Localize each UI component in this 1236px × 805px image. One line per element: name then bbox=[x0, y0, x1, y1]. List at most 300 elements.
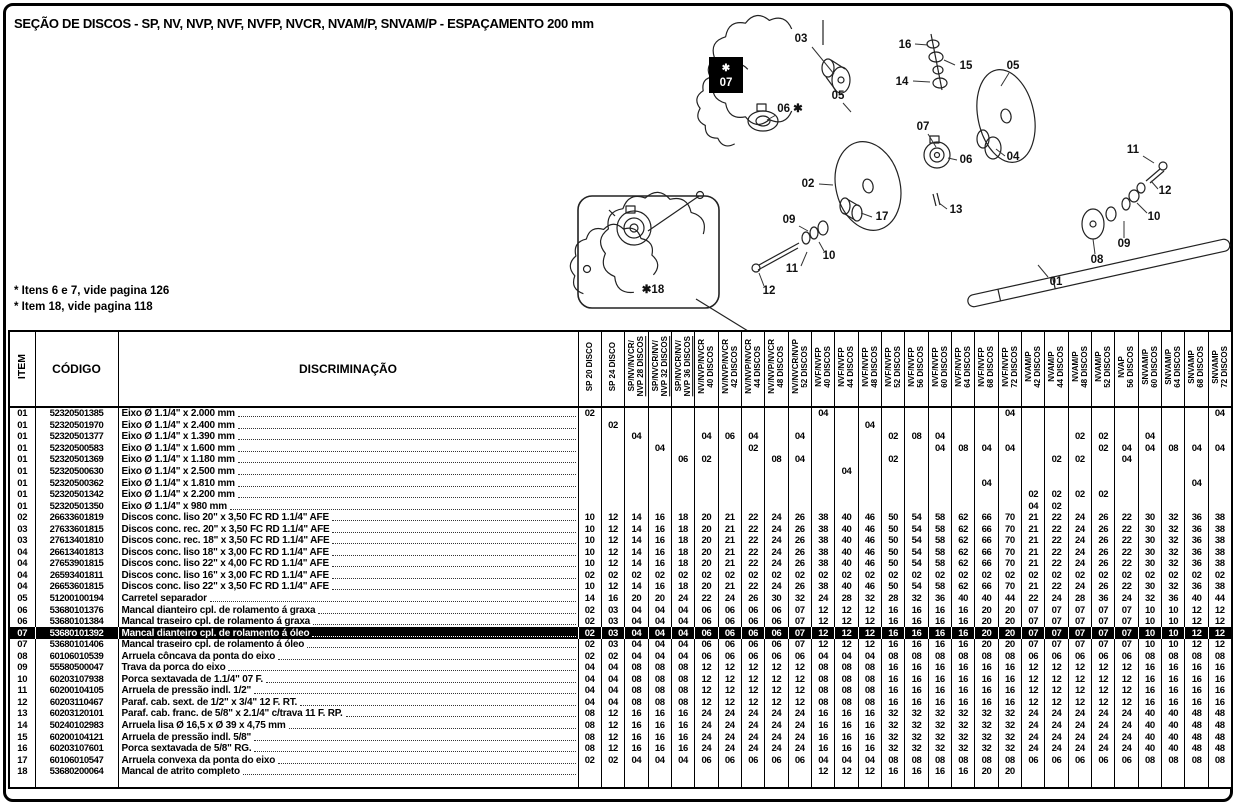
qty-cell bbox=[858, 443, 881, 455]
qty-cell: 20 bbox=[695, 535, 718, 547]
qty-cell: 16 bbox=[928, 616, 951, 628]
column-header-config-3: SP/NV/NVCR/ NVP 28 DISCOS bbox=[625, 331, 648, 407]
qty-cell: 12 bbox=[1208, 639, 1231, 651]
qty-cell bbox=[1185, 407, 1208, 420]
qty-cell: 16 bbox=[835, 731, 858, 743]
qty-cell: 32 bbox=[881, 731, 904, 743]
qty-cell: 24 bbox=[1045, 720, 1068, 732]
qty-cell: 26 bbox=[1092, 547, 1115, 559]
qty-cell: 12 bbox=[601, 558, 624, 570]
qty-cell bbox=[1162, 477, 1185, 489]
qty-cell: 24 bbox=[718, 743, 741, 755]
codigo-cell: 53680101384 bbox=[35, 616, 118, 628]
qty-cell: 06 bbox=[1045, 650, 1068, 662]
dotted-leader bbox=[238, 462, 576, 463]
qty-cell: 16 bbox=[1208, 697, 1231, 709]
qty-cell: 02 bbox=[1068, 489, 1091, 501]
qty-cell: 24 bbox=[765, 523, 788, 535]
qty-cell bbox=[952, 454, 975, 466]
qty-cell bbox=[648, 766, 671, 778]
qty-cell: 38 bbox=[811, 535, 834, 547]
qty-cell bbox=[578, 431, 601, 443]
qty-cell: 16 bbox=[881, 662, 904, 674]
qty-cell bbox=[788, 766, 811, 778]
qty-cell: 04 bbox=[928, 431, 951, 443]
qty-cell bbox=[741, 477, 764, 489]
qty-cell: 12 bbox=[741, 685, 764, 697]
qty-cell bbox=[975, 454, 998, 466]
qty-cell bbox=[1162, 489, 1185, 501]
qty-cell: 24 bbox=[741, 731, 764, 743]
qty-cell: 07 bbox=[1022, 604, 1045, 616]
qty-cell: 66 bbox=[975, 535, 998, 547]
qty-cell: 32 bbox=[881, 743, 904, 755]
qty-cell: 16 bbox=[811, 743, 834, 755]
qty-cell: 36 bbox=[1185, 512, 1208, 524]
qty-cell: 26 bbox=[788, 558, 811, 570]
qty-cell: 02 bbox=[1092, 431, 1115, 443]
item-cell: 03 bbox=[9, 535, 35, 547]
qty-cell: 40 bbox=[835, 558, 858, 570]
qty-cell: 12 bbox=[1115, 685, 1138, 697]
qty-cell: 02 bbox=[1115, 570, 1138, 582]
qty-cell bbox=[952, 477, 975, 489]
qty-cell: 66 bbox=[975, 512, 998, 524]
codigo-cell: 26653601815 bbox=[35, 581, 118, 593]
qty-cell: 04 bbox=[1138, 443, 1161, 455]
qty-cell bbox=[741, 420, 764, 432]
qty-cell: 04 bbox=[835, 754, 858, 766]
dotted-leader bbox=[254, 751, 575, 752]
qty-cell: 06 bbox=[718, 639, 741, 651]
qty-cell: 20 bbox=[998, 627, 1021, 639]
qty-cell: 02 bbox=[1092, 443, 1115, 455]
page-title: SEÇÃO DE DISCOS - SP, NV, NVP, NVF, NVFP, NVCR, NVAM/P, SNVAM/P - ESPAÇAMENTO 200 mm bbox=[14, 16, 594, 31]
item-cell: 01 bbox=[9, 466, 35, 478]
qty-cell bbox=[718, 500, 741, 512]
qty-cell bbox=[1162, 407, 1185, 420]
codigo-cell: 60203120101 bbox=[35, 708, 118, 720]
qty-cell: 38 bbox=[1208, 523, 1231, 535]
qty-cell: 02 bbox=[578, 650, 601, 662]
qty-cell: 18 bbox=[671, 581, 694, 593]
qty-cell: 06 bbox=[1068, 754, 1091, 766]
qty-cell: 50 bbox=[881, 547, 904, 559]
qty-cell bbox=[578, 477, 601, 489]
qty-cell: 16 bbox=[1162, 685, 1185, 697]
qty-cell: 24 bbox=[788, 743, 811, 755]
codigo-cell: 52320501342 bbox=[35, 489, 118, 501]
qty-cell: 32 bbox=[881, 708, 904, 720]
spacer-cell bbox=[881, 778, 904, 788]
qty-cell: 70 bbox=[998, 523, 1021, 535]
qty-cell: 24 bbox=[1045, 731, 1068, 743]
qty-cell: 02 bbox=[601, 650, 624, 662]
qty-cell: 14 bbox=[578, 593, 601, 605]
qty-cell: 08 bbox=[648, 685, 671, 697]
qty-cell: 06 bbox=[718, 604, 741, 616]
qty-cell bbox=[1208, 431, 1231, 443]
spacer-cell bbox=[998, 778, 1021, 788]
qty-cell: 04 bbox=[975, 443, 998, 455]
qty-cell: 62 bbox=[952, 558, 975, 570]
qty-cell bbox=[1092, 407, 1115, 420]
column-header-config-25: SNVAM/P 60 DISCOS bbox=[1138, 331, 1161, 407]
qty-cell: 02 bbox=[578, 627, 601, 639]
qty-cell bbox=[1185, 454, 1208, 466]
qty-cell: 03 bbox=[601, 627, 624, 639]
qty-cell: 04 bbox=[625, 616, 648, 628]
qty-cell: 16 bbox=[952, 662, 975, 674]
qty-cell: 12 bbox=[1185, 604, 1208, 616]
qty-cell bbox=[1115, 766, 1138, 778]
qty-cell: 12 bbox=[601, 708, 624, 720]
dotted-leader bbox=[307, 647, 575, 648]
qty-cell bbox=[1138, 489, 1161, 501]
qty-cell: 24 bbox=[1045, 743, 1068, 755]
qty-cell: 62 bbox=[952, 547, 975, 559]
qty-cell: 20 bbox=[695, 523, 718, 535]
qty-cell: 21 bbox=[718, 558, 741, 570]
qty-cell: 06 bbox=[695, 639, 718, 651]
qty-cell bbox=[718, 420, 741, 432]
qty-cell: 24 bbox=[765, 581, 788, 593]
disc-02 bbox=[826, 135, 910, 238]
qty-cell: 04 bbox=[578, 674, 601, 686]
qty-cell bbox=[1208, 477, 1231, 489]
qty-cell: 26 bbox=[1092, 581, 1115, 593]
qty-cell bbox=[928, 477, 951, 489]
qty-cell bbox=[695, 407, 718, 420]
qty-cell: 16 bbox=[998, 685, 1021, 697]
qty-cell: 24 bbox=[788, 731, 811, 743]
qty-cell: 12 bbox=[695, 674, 718, 686]
dotted-leader bbox=[238, 416, 576, 417]
qty-cell: 08 bbox=[835, 685, 858, 697]
column-header-config-6: NV/NVP/NVCR 40 DISCOS bbox=[695, 331, 718, 407]
qty-cell bbox=[788, 477, 811, 489]
qty-cell: 08 bbox=[998, 754, 1021, 766]
qty-cell: 02 bbox=[905, 570, 928, 582]
qty-cell: 20 bbox=[975, 627, 998, 639]
qty-cell: 16 bbox=[905, 766, 928, 778]
spacer-cell bbox=[578, 778, 601, 788]
qty-cell: 16 bbox=[811, 720, 834, 732]
qty-cell bbox=[695, 466, 718, 478]
description-cell: Discos conc. liso 16" x 3,00 FC RD 1.1/4" AFE bbox=[118, 570, 578, 582]
qty-cell bbox=[811, 489, 834, 501]
qty-cell: 08 bbox=[671, 685, 694, 697]
qty-cell bbox=[1138, 407, 1161, 420]
leader-line bbox=[861, 213, 872, 217]
qty-cell: 04 bbox=[741, 431, 764, 443]
table-row bbox=[9, 558, 1232, 570]
qty-cell bbox=[625, 766, 648, 778]
table-row bbox=[9, 720, 1232, 732]
qty-cell bbox=[952, 466, 975, 478]
qty-cell: 21 bbox=[718, 523, 741, 535]
qty-cell bbox=[601, 489, 624, 501]
qty-cell bbox=[1138, 477, 1161, 489]
qty-cell: 16 bbox=[1185, 697, 1208, 709]
qty-cell: 16 bbox=[648, 512, 671, 524]
qty-cell: 12 bbox=[601, 523, 624, 535]
qty-cell: 48 bbox=[1208, 743, 1231, 755]
table-row bbox=[9, 523, 1232, 535]
qty-cell bbox=[928, 500, 951, 512]
qty-cell: 12 bbox=[601, 743, 624, 755]
column-header-codigo: CÓDIGO bbox=[35, 331, 118, 407]
qty-cell: 08 bbox=[578, 708, 601, 720]
qty-cell: 04 bbox=[788, 454, 811, 466]
qty-cell: 08 bbox=[648, 697, 671, 709]
qty-cell: 16 bbox=[671, 708, 694, 720]
qty-cell: 24 bbox=[765, 743, 788, 755]
qty-cell: 24 bbox=[671, 593, 694, 605]
qty-cell bbox=[578, 443, 601, 455]
qty-cell: 32 bbox=[975, 708, 998, 720]
codigo-cell: 52320501385 bbox=[35, 407, 118, 420]
codigo-cell: 52320501350 bbox=[35, 500, 118, 512]
qty-cell: 12 bbox=[1068, 697, 1091, 709]
qty-cell: 12 bbox=[741, 662, 764, 674]
qty-cell: 04 bbox=[1022, 500, 1045, 512]
qty-cell: 20 bbox=[975, 604, 998, 616]
qty-cell: 38 bbox=[1208, 581, 1231, 593]
dotted-leader bbox=[238, 497, 576, 498]
qty-cell: 32 bbox=[998, 720, 1021, 732]
qty-cell: 02 bbox=[1092, 570, 1115, 582]
qty-cell: 02 bbox=[578, 754, 601, 766]
qty-cell: 24 bbox=[1068, 523, 1091, 535]
qty-cell: 07 bbox=[1115, 627, 1138, 639]
qty-cell: 24 bbox=[1068, 720, 1091, 732]
qty-cell: 24 bbox=[1115, 593, 1138, 605]
qty-cell: 12 bbox=[601, 720, 624, 732]
qty-cell: 12 bbox=[1092, 662, 1115, 674]
qty-cell: 24 bbox=[1068, 731, 1091, 743]
pin-13 bbox=[933, 193, 940, 206]
qty-cell: 32 bbox=[881, 720, 904, 732]
part-label-09: 09 bbox=[1117, 238, 1131, 250]
qty-cell: 08 bbox=[765, 454, 788, 466]
qty-cell: 08 bbox=[1208, 650, 1231, 662]
qty-cell: 02 bbox=[788, 570, 811, 582]
qty-cell: 06 bbox=[718, 754, 741, 766]
qty-cell: 12 bbox=[601, 535, 624, 547]
qty-cell: 04 bbox=[671, 639, 694, 651]
qty-cell: 12 bbox=[858, 627, 881, 639]
qty-cell: 16 bbox=[858, 708, 881, 720]
qty-cell: 46 bbox=[858, 523, 881, 535]
qty-cell: 62 bbox=[952, 512, 975, 524]
codigo-cell: 52320500362 bbox=[35, 477, 118, 489]
qty-cell bbox=[695, 443, 718, 455]
qty-cell: 16 bbox=[625, 720, 648, 732]
qty-cell: 08 bbox=[625, 685, 648, 697]
qty-cell: 06 bbox=[765, 639, 788, 651]
qty-cell: 32 bbox=[905, 743, 928, 755]
qty-cell: 24 bbox=[1068, 512, 1091, 524]
qty-cell: 24 bbox=[788, 720, 811, 732]
qty-cell bbox=[625, 489, 648, 501]
table-bottom-spacer bbox=[9, 778, 1232, 788]
codigo-cell: 27613401810 bbox=[35, 535, 118, 547]
qty-cell: 26 bbox=[1092, 523, 1115, 535]
item-cell: 01 bbox=[9, 477, 35, 489]
qty-cell bbox=[881, 477, 904, 489]
qty-cell bbox=[718, 443, 741, 455]
part-label-08: 08 bbox=[1090, 254, 1104, 266]
qty-cell: 08 bbox=[625, 662, 648, 674]
qty-cell: 12 bbox=[765, 674, 788, 686]
qty-cell bbox=[648, 477, 671, 489]
qty-cell: 03 bbox=[601, 616, 624, 628]
qty-cell: 54 bbox=[905, 512, 928, 524]
qty-cell bbox=[695, 766, 718, 778]
description-cell: Paraf. cab. sext. de 1/2" x 3/4" 12 F. RT. bbox=[118, 697, 578, 709]
qty-cell bbox=[881, 466, 904, 478]
leader-line bbox=[801, 252, 807, 266]
qty-cell: 04 bbox=[648, 604, 671, 616]
qty-cell: 24 bbox=[1022, 708, 1045, 720]
description-cell: Arruela de pressão indl. 5/8" bbox=[118, 731, 578, 743]
qty-cell bbox=[671, 500, 694, 512]
qty-cell: 02 bbox=[718, 570, 741, 582]
qty-cell: 38 bbox=[811, 558, 834, 570]
dotted-leader bbox=[238, 474, 576, 475]
qty-cell bbox=[625, 407, 648, 420]
qty-cell: 24 bbox=[765, 558, 788, 570]
qty-cell bbox=[1185, 431, 1208, 443]
qty-cell bbox=[671, 431, 694, 443]
qty-cell: 24 bbox=[765, 708, 788, 720]
table-row bbox=[9, 443, 1232, 455]
qty-cell bbox=[905, 477, 928, 489]
qty-cell: 50 bbox=[881, 535, 904, 547]
qty-cell: 02 bbox=[741, 443, 764, 455]
qty-cell bbox=[718, 489, 741, 501]
qty-cell: 07 bbox=[1092, 616, 1115, 628]
qty-cell: 40 bbox=[1138, 731, 1161, 743]
qty-cell: 04 bbox=[648, 616, 671, 628]
qty-cell: 22 bbox=[1022, 593, 1045, 605]
qty-cell: 02 bbox=[1045, 570, 1068, 582]
qty-cell bbox=[1068, 443, 1091, 455]
qty-cell: 12 bbox=[1045, 697, 1068, 709]
qty-cell bbox=[975, 489, 998, 501]
qty-cell: 16 bbox=[648, 743, 671, 755]
part-label-02: 02 bbox=[801, 178, 815, 190]
qty-cell: 24 bbox=[1022, 731, 1045, 743]
qty-cell: 16 bbox=[671, 743, 694, 755]
qty-cell bbox=[1045, 431, 1068, 443]
column-header-config-1: SP 20 DISCO bbox=[578, 331, 601, 407]
qty-cell bbox=[928, 420, 951, 432]
qty-cell bbox=[905, 420, 928, 432]
qty-cell bbox=[788, 500, 811, 512]
qty-cell: 12 bbox=[1045, 685, 1068, 697]
qty-cell bbox=[858, 407, 881, 420]
part-label-15: 15 bbox=[959, 60, 973, 72]
qty-cell: 04 bbox=[648, 650, 671, 662]
item-cell: 01 bbox=[9, 431, 35, 443]
qty-cell: 02 bbox=[671, 570, 694, 582]
qty-cell: 40 bbox=[1138, 720, 1161, 732]
column-header-config-26: SNVAM/P 64 DISCOS bbox=[1162, 331, 1185, 407]
qty-cell: 04 bbox=[811, 407, 834, 420]
qty-cell: 36 bbox=[1162, 593, 1185, 605]
qty-cell: 12 bbox=[835, 604, 858, 616]
qty-cell: 02 bbox=[1185, 570, 1208, 582]
qty-cell: 22 bbox=[741, 547, 764, 559]
leader-line bbox=[1093, 239, 1095, 254]
qty-cell: 08 bbox=[671, 697, 694, 709]
qty-cell: 16 bbox=[1138, 685, 1161, 697]
qty-cell: 58 bbox=[928, 512, 951, 524]
part-label-10: 10 bbox=[822, 250, 836, 262]
leader-line bbox=[1151, 181, 1158, 189]
qty-cell: 16 bbox=[1138, 674, 1161, 686]
qty-cell: 12 bbox=[1068, 662, 1091, 674]
qty-cell: 16 bbox=[905, 662, 928, 674]
qty-cell: 32 bbox=[928, 731, 951, 743]
qty-cell: 24 bbox=[765, 535, 788, 547]
qty-cell: 20 bbox=[695, 547, 718, 559]
column-header-config-5: SP/NVCR/NV/ NVP 36 DISCOS bbox=[671, 331, 694, 407]
qty-cell: 07 bbox=[1115, 639, 1138, 651]
codigo-cell: 52320501369 bbox=[35, 454, 118, 466]
qty-cell: 44 bbox=[998, 593, 1021, 605]
qty-cell: 26 bbox=[788, 535, 811, 547]
codigo-cell: 53680101392 bbox=[35, 627, 118, 639]
qty-cell: 32 bbox=[905, 731, 928, 743]
qty-cell bbox=[1115, 466, 1138, 478]
codigo-cell: 26633601819 bbox=[35, 512, 118, 524]
qty-cell: 04 bbox=[1115, 454, 1138, 466]
qty-cell: 24 bbox=[1022, 720, 1045, 732]
qty-cell: 66 bbox=[975, 581, 998, 593]
qty-cell: 22 bbox=[1045, 535, 1068, 547]
footnote-1: * Itens 6 e 7, vide pagina 126 bbox=[14, 285, 170, 297]
qty-cell bbox=[928, 407, 951, 420]
qty-cell bbox=[765, 477, 788, 489]
qty-cell: 44 bbox=[1208, 593, 1231, 605]
qty-cell bbox=[811, 431, 834, 443]
qty-cell: 08 bbox=[928, 650, 951, 662]
qty-cell bbox=[881, 407, 904, 420]
qty-cell bbox=[998, 431, 1021, 443]
dotted-leader bbox=[238, 439, 576, 440]
qty-cell bbox=[858, 489, 881, 501]
column-header-config-12: NVF/NVFP 44 DISCOS bbox=[835, 331, 858, 407]
qty-cell: 04 bbox=[648, 443, 671, 455]
qty-cell: 36 bbox=[1185, 523, 1208, 535]
qty-cell: 62 bbox=[952, 535, 975, 547]
qty-cell bbox=[718, 454, 741, 466]
qty-cell: 58 bbox=[928, 547, 951, 559]
part-label-14: 14 bbox=[895, 76, 909, 88]
table-row bbox=[9, 431, 1232, 443]
qty-cell bbox=[765, 466, 788, 478]
qty-cell: 08 bbox=[811, 697, 834, 709]
qty-cell: 50 bbox=[881, 523, 904, 535]
qty-cell: 02 bbox=[858, 570, 881, 582]
qty-cell: 46 bbox=[858, 512, 881, 524]
qty-cell: 10 bbox=[578, 581, 601, 593]
qty-cell: 12 bbox=[1208, 627, 1231, 639]
table-row bbox=[9, 420, 1232, 432]
